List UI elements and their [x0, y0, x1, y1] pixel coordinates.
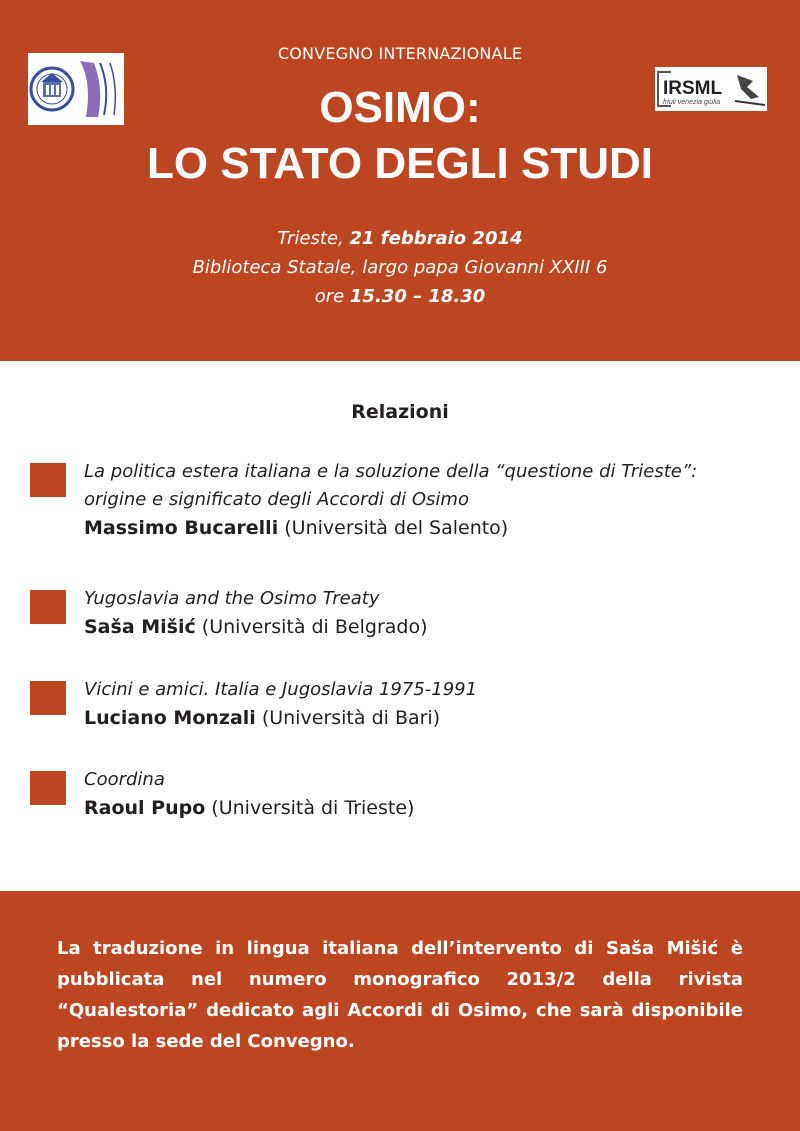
bullet-square-icon: [30, 463, 66, 497]
speaker-name: Raoul Pupo: [84, 797, 206, 819]
talk-title: Vicini e amici. Italia e Jugoslavia 1975-1991: [84, 679, 478, 700]
event-title: [0, 80, 800, 192]
speaker-affiliation: (Università di Belgrado): [195, 616, 428, 638]
event-date-line: [0, 224, 800, 253]
speaker-name: Saša Mišić: [84, 616, 196, 638]
svg-text:IRSML: IRSML: [663, 78, 723, 99]
speaker-affiliation: (Università di Bari): [255, 707, 441, 729]
speaker-name: Massimo Bucarelli: [84, 517, 279, 539]
talk-title: Yugoslavia and the Osimo Treaty: [84, 588, 380, 609]
event-time-line: [0, 282, 800, 311]
bullet-square-icon: [30, 771, 66, 805]
talk-speaker-line: [84, 704, 774, 732]
section-title: Relazioni: [351, 401, 449, 423]
svg-text:friuli venezia giulia: friuli venezia giulia: [663, 99, 721, 106]
bullet-square-icon: [30, 681, 66, 715]
talk-speaker-line: [84, 613, 774, 641]
header-banner: [0, 0, 800, 361]
event-date: 21 febbraio 2014: [349, 228, 523, 249]
talk-body: [84, 585, 774, 641]
bullet-square-icon: [30, 590, 66, 624]
talk-title: La politica estera italiana e la soluzione della “questione di Trieste”:: [84, 461, 698, 482]
talk-speaker-line: [84, 794, 774, 822]
talk-body: [84, 458, 774, 542]
footer-text-part1: La traduzione in lingua italiana dell’intervento di Saša Mišić è pubblicata nel numero monografico 2013/2 della rivista: [57, 938, 743, 990]
event-title-line1: OSIMO:: [319, 83, 481, 132]
footer-banner: [0, 891, 800, 1131]
event-info: [0, 224, 800, 311]
talk-title: Coordina: [84, 769, 165, 790]
footer-text-part2: dedicato agli Accordi di Osimo, che sarà disponibile presso la sede del Convegno.: [57, 1000, 743, 1052]
speaker-affiliation: (Università di Trieste): [205, 797, 415, 819]
event-city: Trieste,: [277, 228, 350, 249]
event-subtitle: CONVEGNO INTERNAZIONALE: [277, 44, 523, 63]
footer-note: [57, 933, 743, 1057]
event-title-line2: LO STATO DEGLI STUDI: [147, 139, 653, 188]
talk-body: [84, 676, 774, 732]
event-time: 15.30 – 18.30: [349, 286, 486, 307]
speaker-affiliation: (Università del Salento): [278, 517, 509, 539]
speaker-name: Luciano Monzali: [84, 707, 256, 729]
talk-title-continued: origine e significato degli Accordi di Osimo: [84, 489, 469, 510]
event-time-prefix: ore: [314, 286, 350, 307]
event-venue: Biblioteca Statale, largo papa Giovanni XXIII 6: [192, 257, 608, 278]
journal-name: “Qualestoria”: [57, 1000, 199, 1021]
talk-body: [84, 766, 774, 822]
talk-speaker-line: [84, 514, 774, 542]
